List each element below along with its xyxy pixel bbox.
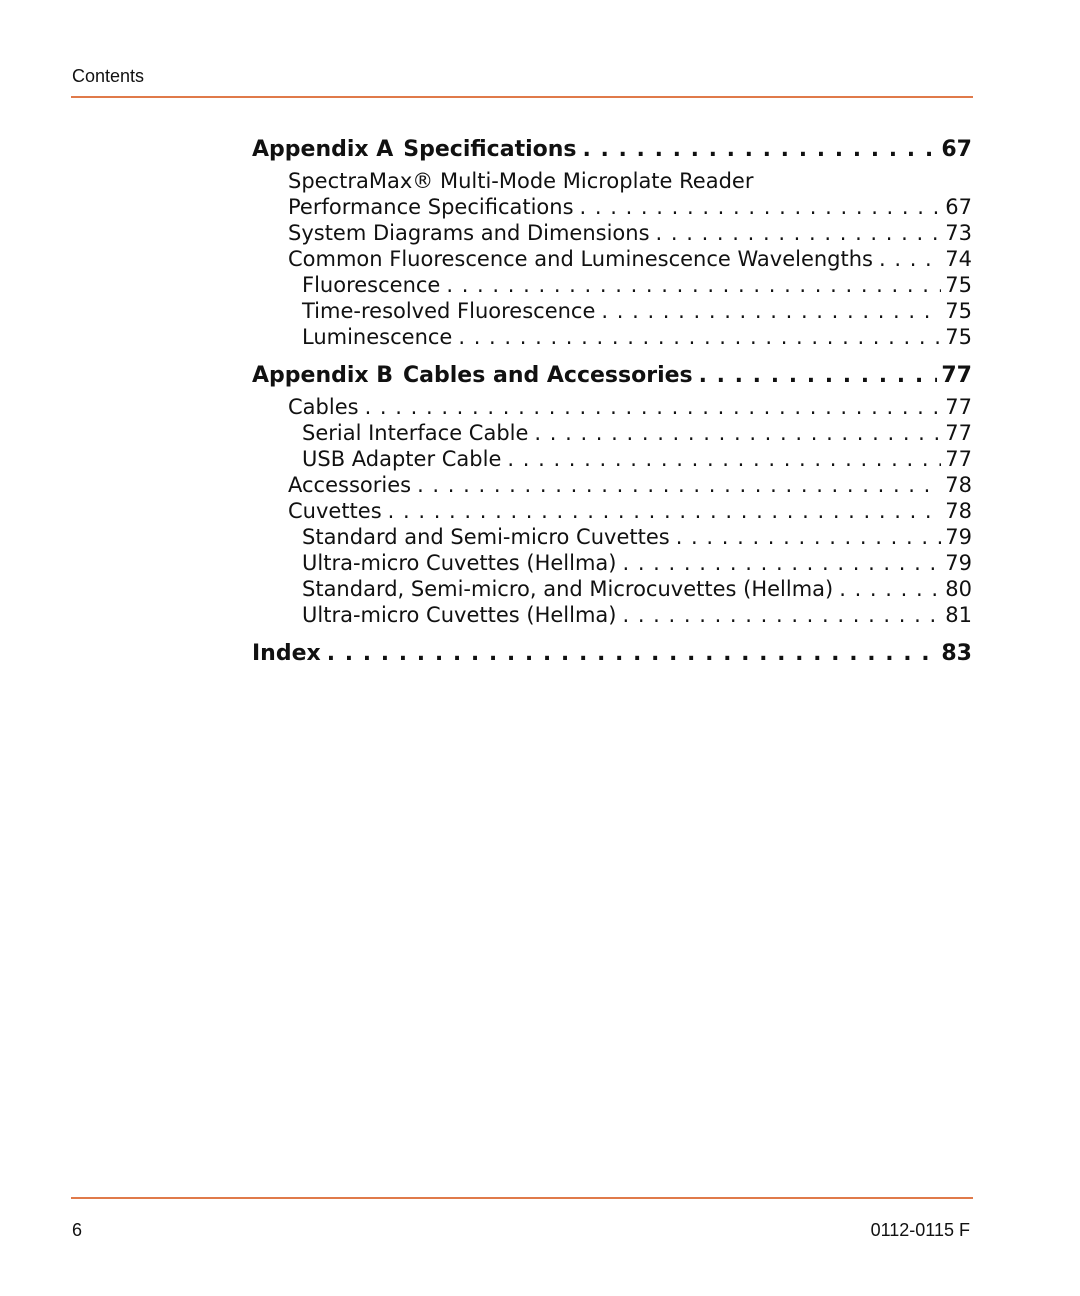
page-number: 80 — [945, 577, 972, 601]
entry-title: Common Fluorescence and Luminescence Wavelengths — [288, 247, 873, 271]
entry-title: Standard and Semi-micro Cuvettes — [302, 525, 670, 549]
running-head: Contents — [72, 66, 145, 86]
page-number: 75 — [945, 325, 972, 349]
page-number: 67 — [941, 137, 972, 162]
entry-title: Luminescence — [302, 325, 453, 349]
toc-subentry[interactable] — [252, 298, 972, 324]
toc-heading-appendix-b[interactable] — [252, 362, 972, 390]
toc-entry[interactable] — [252, 472, 972, 498]
page-number: 74 — [945, 247, 972, 271]
entry-title: Cables — [288, 395, 359, 419]
dot-leader — [388, 498, 942, 524]
toc-subentry[interactable] — [252, 420, 972, 446]
document-number: 0112-0115 F — [870, 1220, 970, 1240]
dot-leader — [534, 420, 941, 446]
appendix-label: Appendix B — [252, 363, 394, 388]
toc-entry[interactable] — [252, 220, 972, 246]
toc-heading-index[interactable] — [252, 640, 972, 668]
entry-title: SpectraMax® Multi-Mode Microplate Reader — [288, 169, 754, 193]
toc-entry-intro-line — [252, 168, 972, 194]
toc-heading-appendix-a[interactable] — [252, 136, 972, 164]
entry-title: Ultra-micro Cuvettes (Hellma) — [302, 551, 617, 575]
page-number: 78 — [945, 473, 972, 497]
toc-subentry[interactable] — [252, 446, 972, 472]
dot-leader — [622, 550, 941, 576]
entry-title: Accessories — [288, 473, 412, 497]
dot-leader — [417, 472, 941, 498]
toc-entry[interactable] — [252, 394, 972, 420]
entry-title: USB Adapter Cable — [302, 447, 502, 471]
dot-leader — [327, 640, 938, 668]
entry-title: Performance Specifications — [288, 195, 574, 219]
dot-leader — [458, 324, 941, 350]
dot-leader — [601, 298, 941, 324]
toc-entry[interactable] — [252, 246, 972, 272]
dot-leader — [622, 602, 941, 628]
toc-section-appendix-b — [252, 362, 972, 628]
toc-section-appendix-a — [252, 136, 972, 350]
page-number: 81 — [945, 603, 972, 627]
page-number: 77 — [945, 447, 972, 471]
toc-entry[interactable] — [252, 194, 972, 220]
toc-entry[interactable] — [252, 498, 972, 524]
folio-page-number: 6 — [72, 1220, 83, 1240]
toc-subentry[interactable] — [252, 550, 972, 576]
entry-title: Time-resolved Fluorescence — [302, 299, 596, 323]
toc-subentry[interactable] — [252, 272, 972, 298]
entry-title: System Diagrams and Dimensions — [288, 221, 650, 245]
page-number: 75 — [945, 299, 972, 323]
toc-subentry[interactable] — [252, 324, 972, 350]
page-number: 83 — [941, 641, 972, 666]
appendix-label: Appendix A — [252, 137, 394, 162]
dot-leader — [676, 524, 942, 550]
dot-leader — [507, 446, 941, 472]
toc-subentry[interactable] — [252, 576, 972, 602]
page-number: 73 — [945, 221, 972, 245]
page-number: 77 — [941, 363, 972, 388]
entry-title: Standard, Semi-micro, and Microcuvettes (Hellma) — [302, 577, 834, 601]
toc-subentry[interactable] — [252, 602, 972, 628]
appendix-title: Cables and Accessories — [403, 363, 693, 388]
toc-section-index — [252, 640, 972, 668]
dot-leader — [699, 362, 938, 390]
toc-subentry[interactable] — [252, 524, 972, 550]
page-number: 77 — [945, 421, 972, 445]
entry-title: Fluorescence — [302, 273, 441, 297]
dot-leader — [365, 394, 942, 420]
dot-leader — [446, 272, 941, 298]
page-number: 75 — [945, 273, 972, 297]
page-number: 79 — [945, 551, 972, 575]
page-number: 67 — [945, 195, 972, 219]
page-number: 77 — [945, 395, 972, 419]
dot-leader — [839, 576, 941, 602]
page-number: 79 — [945, 525, 972, 549]
index-title: Index — [252, 641, 321, 666]
header-rule — [71, 96, 973, 98]
appendix-title: Specifications — [403, 137, 577, 162]
entry-title: Serial Interface Cable — [302, 421, 529, 445]
footer-rule — [71, 1197, 973, 1199]
dot-leader — [656, 220, 942, 246]
page-number: 78 — [945, 499, 972, 523]
dot-leader — [879, 246, 941, 272]
entry-title: Cuvettes — [288, 499, 382, 523]
table-of-contents — [252, 136, 972, 680]
entry-title: Ultra-micro Cuvettes (Hellma) — [302, 603, 617, 627]
dot-leader — [583, 136, 938, 164]
dot-leader — [580, 194, 942, 220]
